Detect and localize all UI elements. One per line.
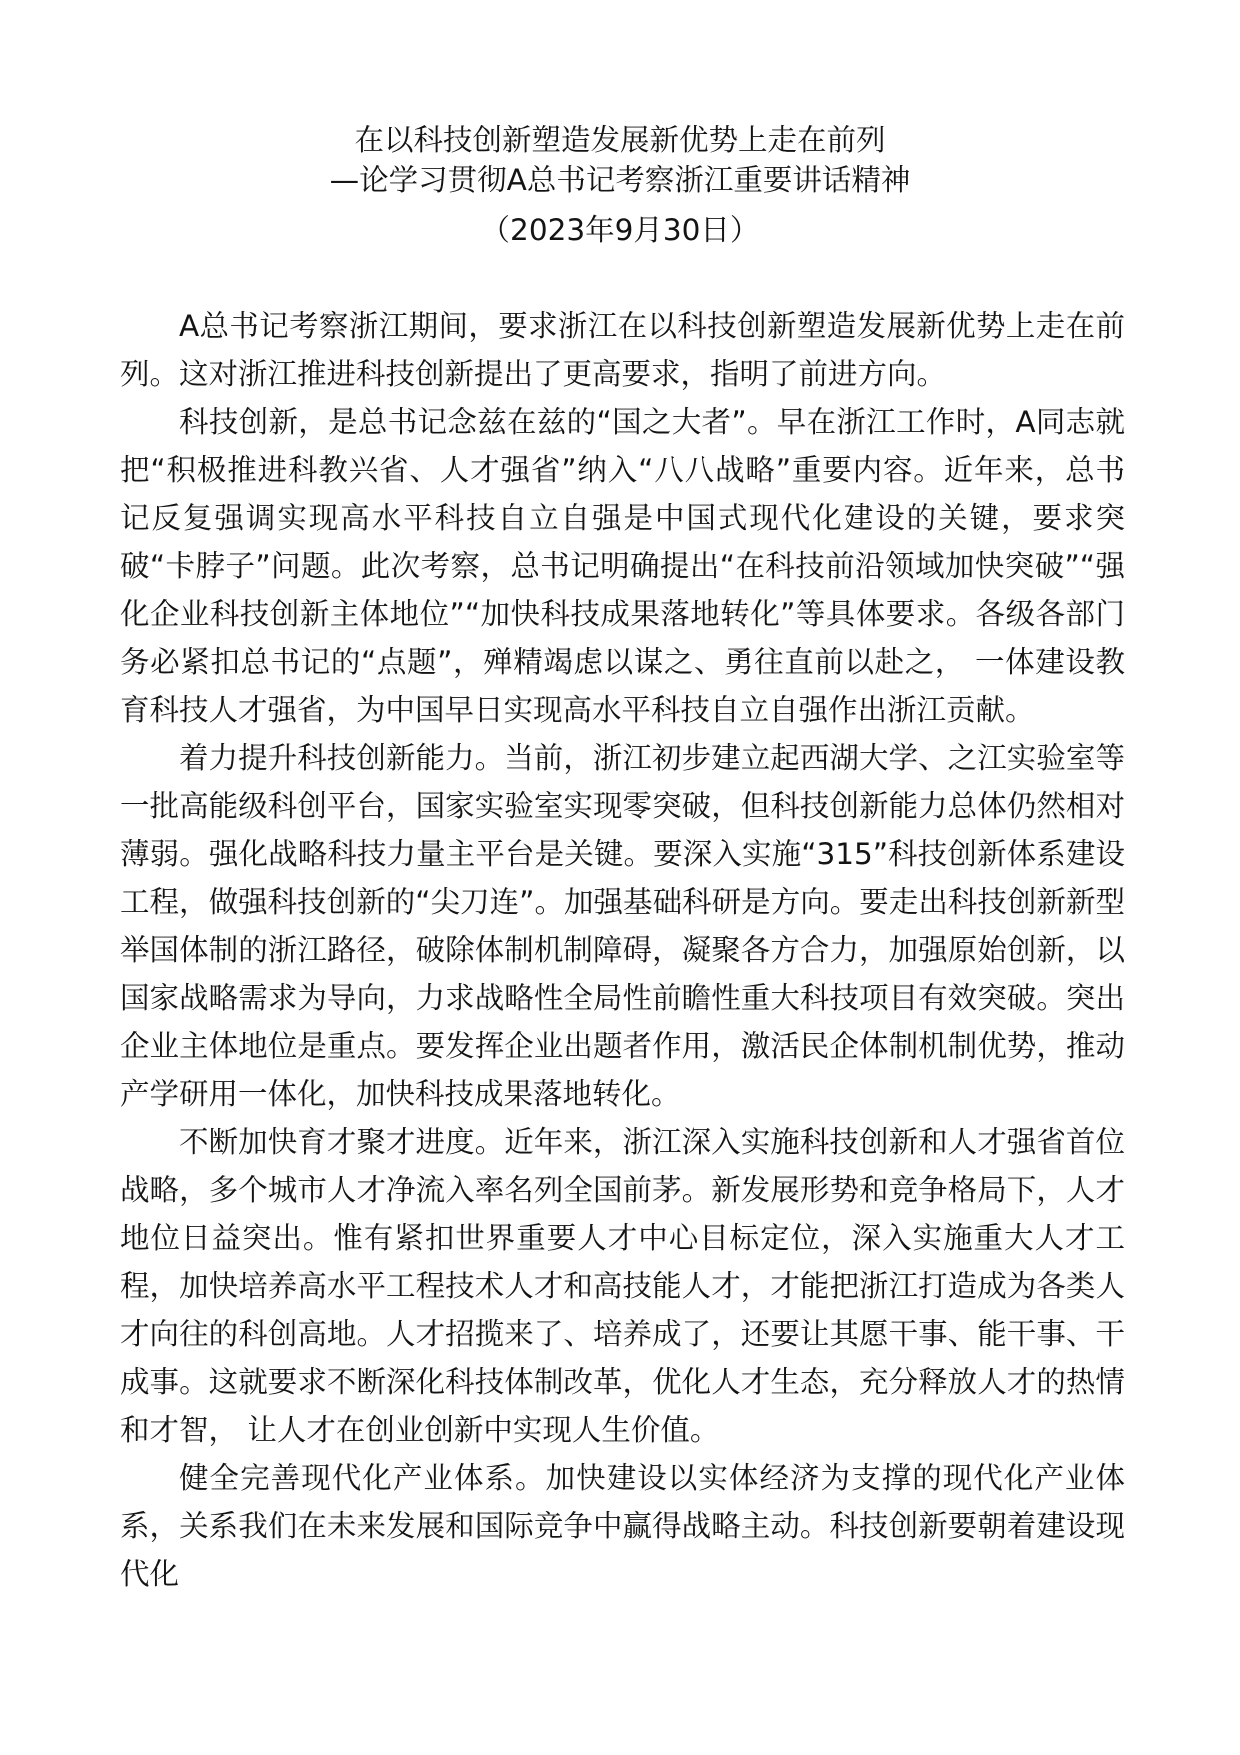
document-title: 在以科技创新塑造发展新优势上走在前列 — [354, 123, 886, 157]
paragraph: 科技创新，是总书记念兹在兹的“国之大者”。早在浙江工作时，A同志就把“积极推进科教兴省、人才强省”纳入“八八战略”重要内容。近年来，总书记反复强调实现高水平科技自立自强是中国式现代化建设的关键，要求突破“卡脖子”问题。此次考察，总书记明确提出“在科技前沿领域加快突破”“强化企业科技创新主体地位”“加快科技成果落地转化”等具体要求。各级各部门务必紧扣总书记的“点题”，殚精竭虑以谋之、勇往直前以赴之， 一体建设教育科技人才强省，为中国早日实现高水平科技自立自强作出浙江贡献。 — [120, 405, 1125, 727]
paragraph: 健全完善现代化产业体系。加快建设以实体经济为支撑的现代化产业体系，关系我们在未来发展和国际竞争中赢得战略主动。科技创新要朝着建设现代化 — [120, 1461, 1125, 1591]
document-body — [120, 302, 1125, 1598]
document-subtitle: —论学习贯彻A总书记考察浙江重要讲话精神 — [329, 163, 911, 197]
document-date: （2023年9月30日） — [480, 213, 760, 247]
paragraph: A总书记考察浙江期间，要求浙江在以科技创新塑造发展新优势上走在前列。这对浙江推进科技创新提出了更高要求，指明了前进方向。 — [120, 309, 1125, 391]
paragraph: 不断加快育才聚才进度。近年来，浙江深入实施科技创新和人才强省首位战略，多个城市人才净流入率名列全国前茅。新发展形势和竞争格局下，人才地位日益突出。惟有紧扣世界重要人才中心目标定位，深入实施重大人才工程，加快培养高水平工程技术人才和高技能人才，才能把浙江打造成为各类人才向往的科创高地。人才招揽来了、培养成了，还要让其愿干事、能干事、干成事。这就要求不断深化科技体制改革，优化人才生态，充分释放人才的热情和才智， 让人才在创业创新中实现人生价值。 — [120, 1125, 1125, 1447]
paragraph: 着力提升科技创新能力。当前，浙江初步建立起西湖大学、之江实验室等一批高能级科创平台，国家实验室实现零突破，但科技创新能力总体仍然相对薄弱。强化战略科技力量主平台是关键。要深入实施“315”科技创新体系建设工程，做强科技创新的“尖刀连”。加强基础科研是方向。要走出科技创新新型举国体制的浙江路径，破除体制机制障碍，凝聚各方合力，加强原始创新，以国家战略需求为导向，力求战略性全局性前瞻性重大科技项目有效突破。突出企业主体地位是重点。要发挥企业出题者作用，激活民企体制机制优势，推动产学研用一体化，加快科技成果落地转化。 — [120, 741, 1125, 1111]
